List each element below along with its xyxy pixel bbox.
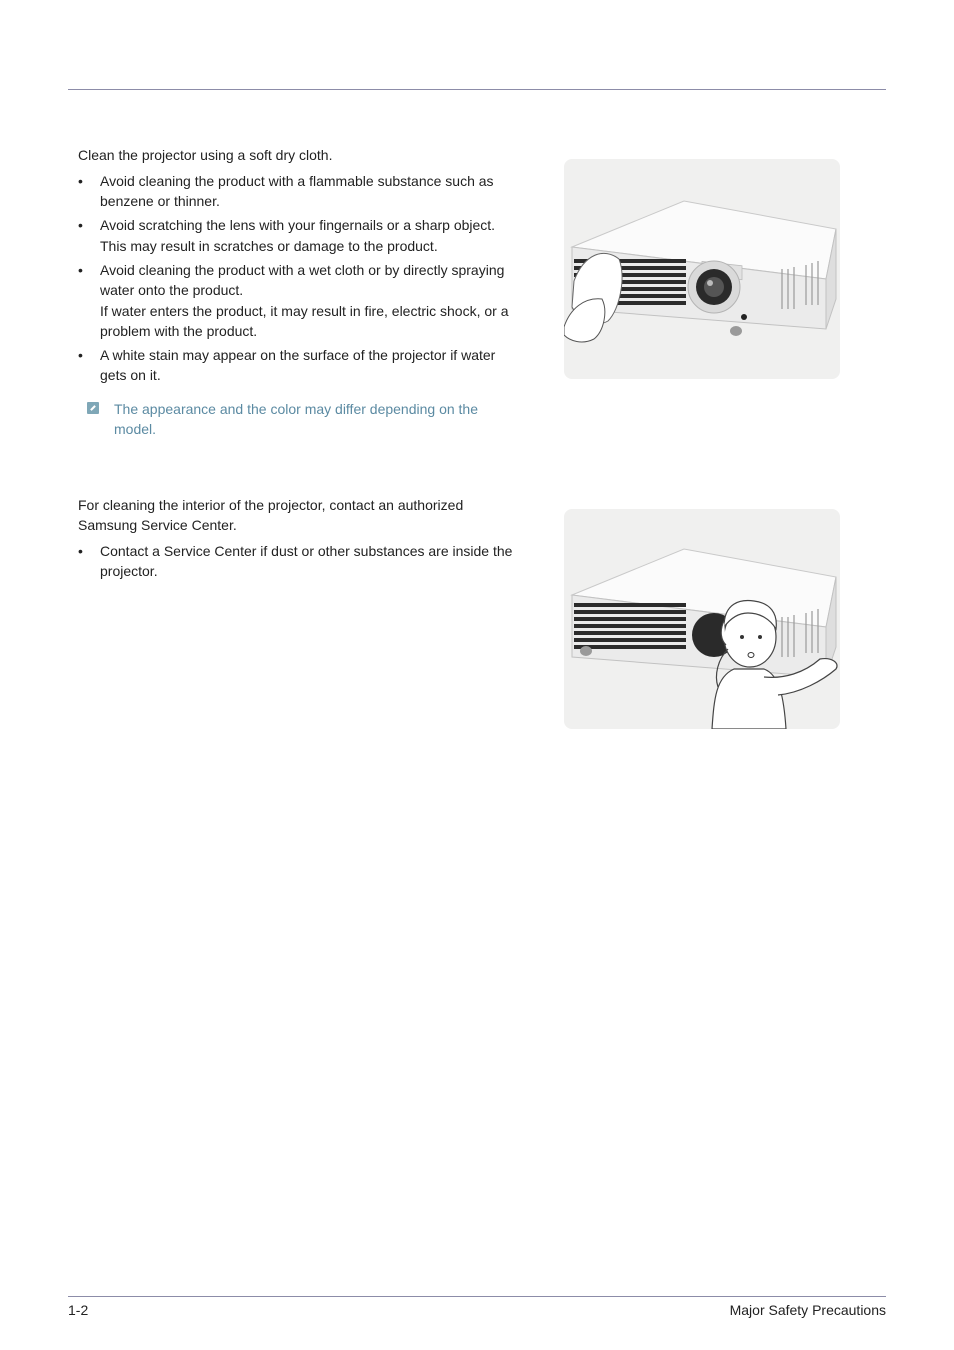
header-rule <box>68 89 886 90</box>
bullet-text: Avoid cleaning the product with a flammable substance such as benzene or thinner. <box>100 173 494 209</box>
page-number: 1-2 <box>68 1302 89 1318</box>
list-item <box>78 260 514 341</box>
section1-bullet-list <box>78 171 514 385</box>
note-pencil-icon <box>87 402 99 414</box>
list-item <box>78 345 514 385</box>
section2-intro: For cleaning the interior of the projector, contact an authorized Samsung Service Center. <box>78 497 464 533</box>
projector-cleaning-illustration <box>564 159 840 379</box>
service-center-illustration <box>564 509 840 729</box>
bullet-extra: This may result in scratches or damage to the product. <box>100 238 438 254</box>
bullet-text: Contact a Service Center if dust or other substances are inside the projector. <box>100 543 513 579</box>
note <box>78 399 514 439</box>
note-text: The appearance and the color may differ depending on the model. <box>114 401 478 437</box>
section-interior-cleaning <box>78 495 514 585</box>
chapter-title: Major Safety Precautions <box>729 1302 886 1318</box>
section1-intro: Clean the projector using a soft dry cloth. <box>78 147 333 163</box>
bullet-text: A white stain may appear on the surface of the projector if water gets on it. <box>100 347 496 383</box>
footer-rule <box>68 1296 886 1297</box>
bullet-text: Avoid cleaning the product with a wet cloth or by directly spraying water onto the product. <box>100 262 505 298</box>
list-item <box>78 171 514 211</box>
list-item <box>78 215 514 256</box>
section-exterior-cleaning <box>78 145 514 439</box>
bullet-extra: If water enters the product, it may result in fire, electric shock, or a problem with the product. <box>100 303 509 339</box>
section2-bullet-list <box>78 541 514 581</box>
bullet-text: Avoid scratching the lens with your fingernails or a sharp object. <box>100 217 496 233</box>
list-item <box>78 541 514 581</box>
